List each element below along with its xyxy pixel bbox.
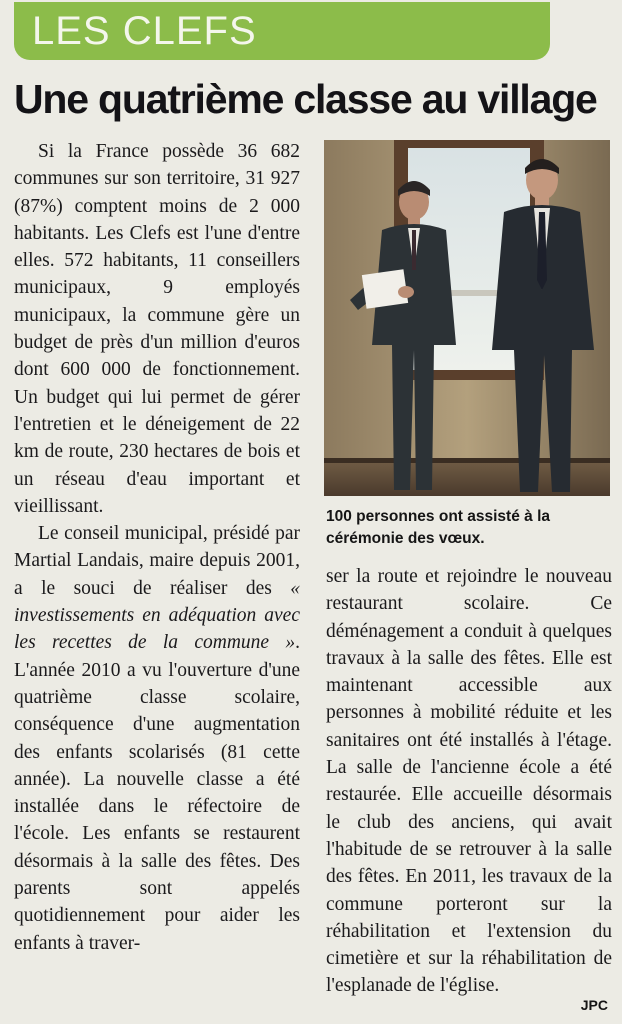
paragraph-2-end: . L'année 2010 a vu l'ouverture d'une quatrième classe scolaire, conséquence d'une augmentation des enfants scolarisés (81 cette année). La nouvelle classe a été installée dans le réfectoire de l'école. Les enfants se restaurent désormais à la salle des fêtes. Des parents sont appelés quotidiennement pour aider les enfants à traver- xyxy=(14,632,300,954)
section-label: LES CLEFS xyxy=(32,9,257,53)
article-column-left xyxy=(14,138,300,957)
article-paragraph-1: Si la France possède 36 682 communes sur son territoire, 31 927 (87%) comptent moins de 2 000 habitants. Les Clefs est l'une d'entre elles. 572 habitants, 11 conseillers municipaux, 9 employés municipaux, la commune gère un budget de près d'un million d'euros dont 600 000 de fonctionnement. Un budget qui lui permet de gérer l'entretien et le déneigement de 22 km de route, 230 hectares de bois et un réseau d'eau important et vieillissant. xyxy=(14,141,300,517)
article-paragraph-2 xyxy=(14,520,300,957)
quote-text: « investissements en adéquation avec les recettes de la commune » xyxy=(14,577,300,654)
paragraph-2-start: Le conseil municipal, présidé par Martial Landais, maire depuis 2001, a le souci de réaliser des xyxy=(14,523,300,599)
photo-caption: 100 personnes ont assisté à la cérémonie des vœux. xyxy=(326,508,550,547)
photo-two-men-speaking xyxy=(324,140,610,496)
article-headline: Une quatrième classe au village xyxy=(14,76,597,122)
article-column-right xyxy=(326,563,612,1000)
article-paragraph-3: ser la route et rejoindre le nouveau restaurant scolaire. Ce déménagement a conduit à quelques travaux à la salle des fêtes. Elle est maintenant accessible aux personnes à mobilité réduite et les sanitaires ont été installés à l'étage. La salle de l'ancienne école a été restaurée. Elle accueille désormais le club des anciens, qui avait l'habitude de se retrouver à la salle des fêtes. En 2011, les travaux de la commune porteront sur la réhabilitation et l'extension du cimetière et sur la réhabilitation de l'esplanade de l'église. xyxy=(326,566,612,997)
section-banner xyxy=(14,2,550,60)
author-signature: JPC xyxy=(580,997,608,1013)
article-photo xyxy=(324,140,610,496)
